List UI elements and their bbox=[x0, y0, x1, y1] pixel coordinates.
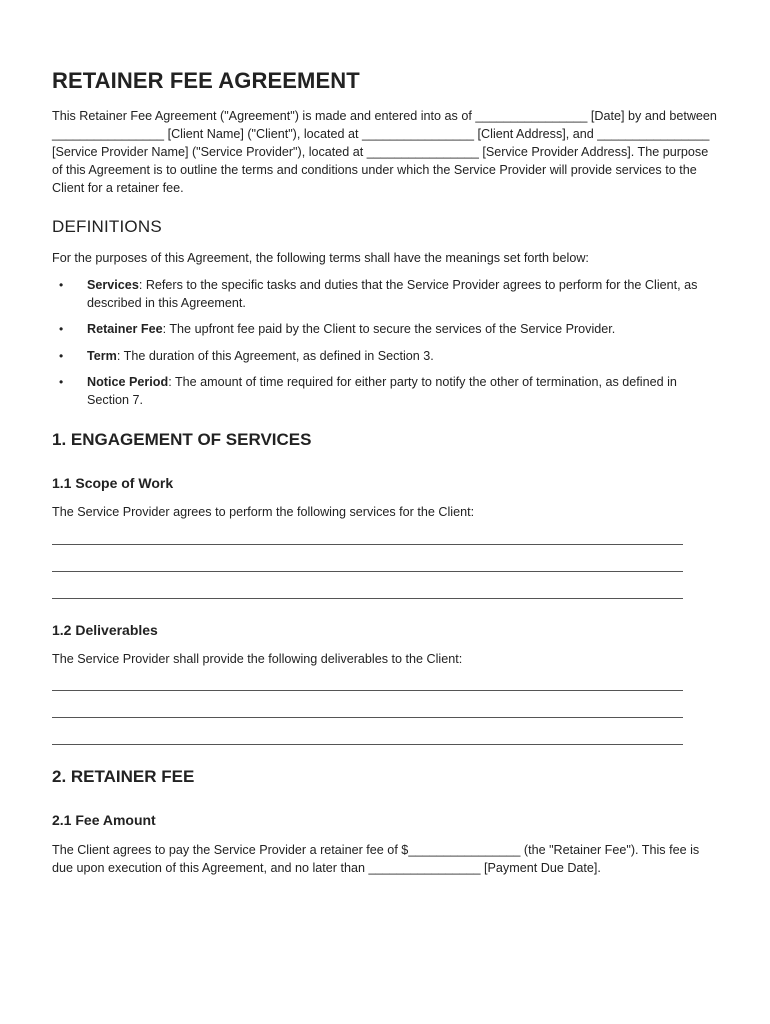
bullet-icon: • bbox=[59, 349, 64, 363]
section-2-heading: 2. RETAINER FEE bbox=[52, 767, 195, 786]
bullet-icon: • bbox=[59, 278, 64, 292]
definition-item-notice-period bbox=[52, 373, 717, 409]
bullet-icon: • bbox=[59, 322, 64, 336]
definition-term: Retainer Fee bbox=[87, 322, 163, 336]
definition-item-services bbox=[52, 276, 717, 312]
section-2-1-text: The Client agrees to pay the Service Provider a retainer fee of $________________ (the "Retainer Fee"). This fee is due upon execution of this Agreement, and no later than ________________ [Payment Due Date]. bbox=[52, 843, 700, 875]
definitions-lead: For the purposes of this Agreement, the following terms shall have the meanings set forth below: bbox=[52, 251, 589, 265]
bullet-icon: • bbox=[59, 375, 64, 389]
section-2-1-heading: 2.1 Fee Amount bbox=[52, 812, 156, 828]
definition-text: : Refers to the specific tasks and duties that the Service Provider agrees to perform for the Client, as described in this Agreement. bbox=[87, 278, 698, 310]
scope-blank-line-3[interactable] bbox=[52, 598, 683, 599]
deliverables-blank-line-1[interactable] bbox=[52, 690, 683, 691]
definition-term: Services bbox=[87, 278, 139, 292]
definition-term: Term bbox=[87, 349, 117, 363]
section-1-1-text: The Service Provider agrees to perform the following services for the Client: bbox=[52, 505, 475, 519]
definitions-heading: DEFINITIONS bbox=[52, 217, 162, 236]
definition-item-term bbox=[52, 347, 717, 365]
section-1-heading: 1. ENGAGEMENT OF SERVICES bbox=[52, 430, 312, 449]
definitions-list bbox=[52, 276, 722, 409]
deliverables-blank-line-3[interactable] bbox=[52, 744, 683, 745]
definitions-lead-block bbox=[52, 249, 722, 267]
deliverables-blank-line-2[interactable] bbox=[52, 717, 683, 718]
section-1-2-text-block bbox=[52, 650, 722, 668]
definition-term: Notice Period bbox=[87, 375, 169, 389]
section-1-1-text-block bbox=[52, 503, 722, 521]
section-1-2-heading: 1.2 Deliverables bbox=[52, 622, 158, 638]
scope-blank-line-2[interactable] bbox=[52, 571, 683, 572]
section-1-1-heading: 1.1 Scope of Work bbox=[52, 475, 174, 491]
document-title: RETAINER FEE AGREEMENT bbox=[52, 68, 360, 93]
definition-text: : The amount of time required for either party to notify the other of termination, as defined in Section 7. bbox=[87, 375, 677, 407]
intro-paragraph-block bbox=[52, 107, 722, 197]
definition-text: : The upfront fee paid by the Client to secure the services of the Service Provider. bbox=[162, 322, 616, 336]
section-2-1-text-block bbox=[52, 841, 722, 877]
scope-blank-line-1[interactable] bbox=[52, 544, 683, 545]
section-1-2-text: The Service Provider shall provide the following deliverables to the Client: bbox=[52, 652, 463, 666]
definition-item-retainer-fee bbox=[52, 320, 717, 338]
intro-paragraph: This Retainer Fee Agreement ("Agreement") is made and entered into as of ________________ [Date] by and between ________________ [Client Name] ("Client"), located at ________________ [Client Address], and ________________ [Service Provider Name] ("Service Provider"), located at ________________ [Service Provider Address]. The purpose of this Agreement is to outline the terms and conditions under which the Service Provider will provide services to the Client for a retainer fee. bbox=[52, 109, 717, 195]
definition-text: : The duration of this Agreement, as defined in Section 3. bbox=[116, 349, 434, 363]
